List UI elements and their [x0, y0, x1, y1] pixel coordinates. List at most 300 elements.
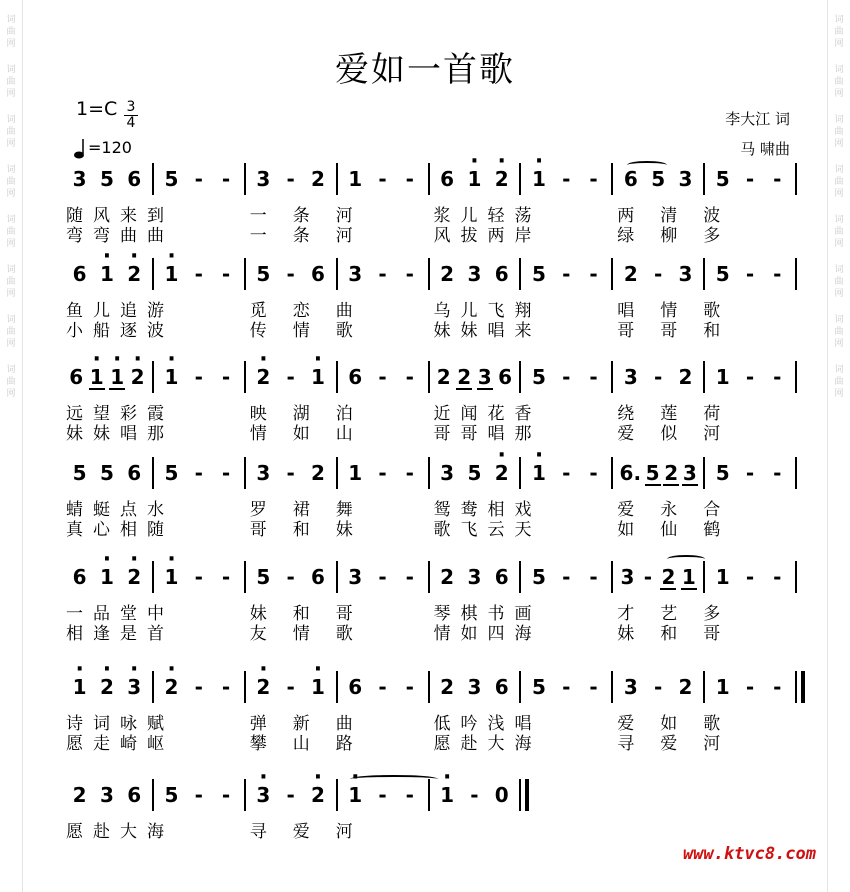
- lyric-phrase: 寻爱河: [249, 822, 379, 842]
- measure: [250, 361, 332, 393]
- note: -: [589, 565, 598, 589]
- note: · 1: [165, 561, 179, 593]
- side-watermark-char: 网: [6, 339, 16, 349]
- note: -: [378, 365, 387, 389]
- side-watermark-char: 曲: [6, 177, 16, 187]
- barline: [336, 779, 338, 811]
- lyric-phrase: 歌飞云天: [433, 520, 542, 540]
- measure: [158, 779, 240, 811]
- lyric-phrase: 愿赴大海: [433, 734, 542, 754]
- note: -: [405, 167, 414, 191]
- barline: [519, 163, 521, 195]
- barline: [703, 258, 705, 290]
- barline: [703, 671, 705, 703]
- note: 5: [164, 783, 179, 807]
- barline: [519, 457, 521, 489]
- note: -: [405, 675, 414, 699]
- composer-credit: 马 啸曲: [740, 140, 790, 158]
- note: 3: [440, 461, 455, 485]
- lyric-phrase: 弯弯曲曲: [66, 226, 174, 246]
- score-row: [62, 258, 802, 290]
- measure: [250, 779, 332, 811]
- note: 5: [99, 461, 114, 485]
- note: -: [286, 783, 295, 807]
- note: -: [773, 461, 782, 485]
- side-watermark-char: 词: [834, 65, 844, 75]
- side-watermark-char: 词: [6, 265, 16, 275]
- side-watermark-right: [827, 0, 850, 892]
- note: -: [589, 675, 598, 699]
- lyric-phrase: 小船逐波: [66, 321, 174, 341]
- barline: [795, 163, 797, 195]
- lyric-phrase: 如仙鹤: [617, 520, 747, 540]
- note: 3: [348, 565, 363, 589]
- note: -: [589, 365, 598, 389]
- note: 5: [715, 461, 730, 485]
- note: 6: [494, 565, 509, 589]
- note: · 1: [440, 779, 454, 811]
- side-watermark-char: 词: [834, 215, 844, 225]
- lyric-phrase: 情如四海: [433, 624, 542, 644]
- measure: [617, 361, 699, 393]
- lyric-phrase: 弹新曲: [249, 714, 379, 734]
- note: 5: [715, 262, 730, 286]
- lyric-phrase: 情如山: [249, 424, 379, 444]
- note: -: [286, 675, 295, 699]
- song-title: 爱如一首歌: [335, 50, 515, 90]
- note: 2: [72, 783, 87, 807]
- side-watermark-char: 网: [834, 189, 844, 199]
- note: 5: [715, 167, 730, 191]
- note: -: [378, 461, 387, 485]
- barline: [428, 779, 430, 811]
- note: -: [654, 675, 663, 699]
- note: 2: [678, 675, 693, 699]
- side-watermark-char: 词: [834, 15, 844, 25]
- barline: [152, 361, 154, 393]
- note: 2: [436, 365, 451, 389]
- measure: [525, 457, 607, 489]
- lyric-phrase: 爱似河: [617, 424, 747, 444]
- note: 0: [494, 783, 509, 807]
- measure: [250, 163, 332, 195]
- lyric-phrase: 低吟浅唱: [433, 714, 542, 734]
- note: · 1: [311, 671, 325, 703]
- note: -: [562, 365, 571, 389]
- note: 6: [494, 262, 509, 286]
- measure: [709, 561, 791, 593]
- note: · 1: [100, 561, 114, 593]
- side-watermark-char: 曲: [834, 127, 844, 137]
- measure: [250, 457, 332, 489]
- note: 1: [715, 565, 730, 589]
- barline: [336, 163, 338, 195]
- barline: [152, 163, 154, 195]
- note: -: [654, 262, 663, 286]
- barline: [244, 779, 246, 811]
- note: · 1: [73, 671, 87, 703]
- side-watermark-char: 网: [834, 289, 844, 299]
- measure: [434, 779, 516, 811]
- note: 3: [99, 783, 114, 807]
- barline: [428, 561, 430, 593]
- side-watermark-char: 曲: [834, 27, 844, 37]
- barline: [244, 457, 246, 489]
- lyric-phrase: 攀山路: [249, 734, 379, 754]
- note: 1: [348, 167, 363, 191]
- side-watermark-char: 网: [6, 189, 16, 199]
- time-signature: [124, 100, 138, 131]
- note: -: [745, 365, 755, 389]
- note: 2: [623, 262, 638, 286]
- tempo-marking: =120: [88, 138, 132, 157]
- note: 3: [478, 361, 492, 393]
- lyric-phrase: 映湖泊: [249, 404, 379, 424]
- barline: [428, 361, 430, 393]
- measure: [525, 561, 607, 593]
- lyric-phrase: 哥和妹: [249, 520, 379, 540]
- note: · 3: [127, 671, 141, 703]
- note: 3: [467, 262, 482, 286]
- time-sig-bottom: 4: [126, 115, 136, 131]
- barline: [428, 258, 430, 290]
- slur-mark: [627, 161, 667, 169]
- barline: [703, 561, 705, 593]
- side-watermark-char: 曲: [6, 377, 16, 387]
- note: -: [194, 167, 203, 191]
- measure: [342, 258, 424, 290]
- lyric-phrase: 乌儿飞翔: [433, 301, 542, 321]
- note: -: [654, 365, 663, 389]
- note: -: [745, 461, 755, 485]
- measure: [66, 779, 148, 811]
- lyric-phrase: 绿柳多: [617, 226, 747, 246]
- note: 6: [69, 365, 84, 389]
- side-watermark-char: 曲: [6, 27, 16, 37]
- note: -: [405, 262, 414, 286]
- note: -: [745, 565, 755, 589]
- note: 6: [127, 167, 142, 191]
- barline: [795, 457, 797, 489]
- note: -: [286, 262, 295, 286]
- measure: [709, 457, 791, 489]
- side-watermark-left: [0, 0, 23, 892]
- note: -: [221, 783, 231, 807]
- lyric-phrase: 琴棋书画: [433, 604, 542, 624]
- note: 6: [127, 461, 142, 485]
- measure: [525, 258, 607, 290]
- measure: [158, 561, 240, 593]
- note: 6: [498, 365, 513, 389]
- note: 3: [348, 262, 363, 286]
- note: 6: [494, 675, 509, 699]
- barline: [611, 457, 613, 489]
- lyric-phrase: 两清波: [617, 206, 747, 226]
- note: · 1: [110, 361, 124, 393]
- side-watermark-char: 词: [834, 165, 844, 175]
- lyric-phrase: 愿走崎岖: [66, 734, 174, 754]
- measure: [66, 561, 148, 593]
- lyricist-credit: 李大江 词: [725, 110, 790, 128]
- measure: [434, 258, 516, 290]
- lyric-phrase: 才艺多: [617, 604, 747, 624]
- score-row: [62, 779, 802, 811]
- lyric-phrase: 妹和哥: [249, 604, 379, 624]
- note: 2: [664, 457, 678, 489]
- note: -: [773, 365, 782, 389]
- note: 6: [127, 783, 142, 807]
- side-watermark-char: 网: [6, 139, 16, 149]
- note: -: [773, 167, 782, 191]
- note: -: [589, 167, 598, 191]
- measure: [434, 671, 516, 703]
- note: 3: [467, 565, 482, 589]
- side-watermark-char: 网: [6, 39, 16, 49]
- note: -: [221, 167, 231, 191]
- note: · 2: [165, 671, 179, 703]
- measure: [250, 258, 332, 290]
- measure: [158, 457, 240, 489]
- note: · 2: [131, 361, 145, 393]
- barline: [428, 163, 430, 195]
- barline: [152, 457, 154, 489]
- side-watermark-char: 词: [6, 215, 16, 225]
- side-watermark-char: 词: [6, 65, 16, 75]
- note: 1: [348, 461, 363, 485]
- note: -: [194, 783, 203, 807]
- lyric-phrase: 唱情歌: [617, 301, 747, 321]
- note: 3: [256, 461, 271, 485]
- lyric-phrase: 风拔两岸: [433, 226, 542, 246]
- side-watermark-char: 词: [6, 315, 16, 325]
- measure: [342, 671, 424, 703]
- barline: [795, 361, 797, 393]
- note: -: [194, 675, 203, 699]
- side-watermark-char: 曲: [6, 277, 16, 287]
- measure: [66, 671, 148, 703]
- note: 5: [532, 675, 546, 699]
- key-signature: 1=C: [76, 98, 118, 120]
- measure: [709, 163, 791, 195]
- barline: [611, 163, 613, 195]
- note: 2: [310, 167, 325, 191]
- score-row: [62, 457, 802, 489]
- score-row: [62, 163, 802, 195]
- note: -: [745, 262, 755, 286]
- note: -: [194, 565, 203, 589]
- note: -: [378, 783, 387, 807]
- note: 6: [348, 675, 363, 699]
- lyric-phrase: 浆儿轻荡: [433, 206, 542, 226]
- side-watermark-char: 网: [834, 239, 844, 249]
- score-row: [62, 671, 802, 703]
- lyric-phrase: 一条河: [249, 206, 379, 226]
- note: 6.: [619, 461, 642, 485]
- lyric-phrase: 诗词咏赋: [66, 714, 174, 734]
- note: -: [194, 262, 203, 286]
- barline: [795, 561, 797, 593]
- note: -: [405, 365, 414, 389]
- side-watermark-char: 曲: [834, 177, 844, 187]
- note: · 1: [532, 457, 546, 489]
- note: 2: [440, 262, 455, 286]
- note: -: [194, 365, 203, 389]
- side-watermark-char: 曲: [6, 127, 16, 137]
- measure: [250, 671, 332, 703]
- measure: [158, 163, 240, 195]
- note: · 1: [348, 779, 362, 811]
- note: -: [221, 461, 231, 485]
- note: · 1: [90, 361, 104, 393]
- measure: [66, 258, 148, 290]
- measure: [709, 671, 791, 703]
- measure: [617, 457, 699, 489]
- note: · 2: [256, 671, 270, 703]
- barline: [336, 258, 338, 290]
- barline: [244, 671, 246, 703]
- side-watermark-char: 曲: [834, 227, 844, 237]
- lyric-phrase: 爱如歌: [617, 714, 747, 734]
- side-watermark-char: 曲: [6, 227, 16, 237]
- barline: [428, 671, 430, 703]
- barline: [152, 779, 154, 811]
- side-watermark-char: 网: [6, 89, 16, 99]
- note: -: [773, 262, 782, 286]
- note: 2: [678, 365, 693, 389]
- measure: [434, 457, 516, 489]
- note: 3: [256, 167, 271, 191]
- barline: [152, 561, 154, 593]
- lyric-phrase: 绕莲荷: [617, 404, 747, 424]
- note: 5: [646, 457, 660, 489]
- note: 3: [683, 457, 697, 489]
- note: -: [378, 565, 387, 589]
- measure: [434, 361, 516, 393]
- barline: [152, 671, 154, 703]
- side-watermark-char: 曲: [834, 77, 844, 87]
- barline: [244, 361, 246, 393]
- barline: [519, 671, 521, 703]
- note: · 2: [127, 258, 141, 290]
- lyric-phrase: 一品堂中: [66, 604, 174, 624]
- barline: [703, 361, 705, 393]
- note: 2: [440, 675, 455, 699]
- lyric-phrase: 觅恋曲: [249, 301, 379, 321]
- note: -: [562, 675, 571, 699]
- note: -: [405, 461, 414, 485]
- barline: [336, 671, 338, 703]
- side-watermark-char: 词: [834, 265, 844, 275]
- note: -: [378, 675, 387, 699]
- side-watermark-char: 词: [834, 115, 844, 125]
- note: 3: [72, 167, 87, 191]
- measure: [525, 163, 607, 195]
- measure: [709, 361, 791, 393]
- side-watermark-char: 曲: [6, 327, 16, 337]
- barline: [519, 361, 521, 393]
- side-watermark-char: 网: [834, 139, 844, 149]
- lyric-phrase: 鸳鸯相戏: [433, 500, 542, 520]
- note: -: [643, 565, 653, 589]
- lyric-phrase: 鱼儿追游: [66, 301, 174, 321]
- measure: [434, 163, 516, 195]
- side-watermark-char: 词: [6, 15, 16, 25]
- lyric-phrase: 妹和哥: [617, 624, 747, 644]
- measure: [342, 163, 424, 195]
- note: 3: [620, 565, 635, 589]
- note: · 2: [256, 361, 270, 393]
- barline: [336, 361, 338, 393]
- side-watermark-char: 网: [834, 39, 844, 49]
- side-watermark-char: 词: [6, 365, 16, 375]
- note: · 2: [100, 671, 114, 703]
- barline: [703, 457, 705, 489]
- measure: [617, 671, 699, 703]
- lyric-phrase: 妹妹唱那: [66, 424, 174, 444]
- measure: [617, 258, 699, 290]
- note: · 2: [495, 457, 509, 489]
- barline: [795, 671, 797, 703]
- note: -: [745, 167, 755, 191]
- side-watermark-char: 词: [834, 315, 844, 325]
- slur-mark: [667, 555, 705, 563]
- note: -: [405, 783, 414, 807]
- note: · 1: [467, 163, 481, 195]
- note: · 3: [256, 779, 270, 811]
- note: 3: [678, 262, 693, 286]
- note: 5: [72, 461, 87, 485]
- note: · 1: [311, 361, 325, 393]
- lyric-phrase: 愿赴大海: [66, 822, 174, 842]
- score-row: [62, 361, 802, 393]
- note: · 1: [100, 258, 114, 290]
- note: 5: [651, 167, 666, 191]
- note: -: [378, 262, 387, 286]
- note: 6: [440, 167, 455, 191]
- side-watermark-char: 曲: [834, 377, 844, 387]
- note: 5: [532, 565, 546, 589]
- measure: [342, 779, 424, 811]
- note: -: [470, 783, 479, 807]
- measure: [66, 361, 148, 393]
- note: 3: [467, 675, 482, 699]
- measure: [66, 163, 148, 195]
- side-watermark-char: 网: [6, 289, 16, 299]
- measure: [158, 671, 240, 703]
- note: 5: [256, 565, 271, 589]
- note: 6: [310, 565, 325, 589]
- lyric-phrase: 友情歌: [249, 624, 379, 644]
- note: 2: [440, 565, 455, 589]
- note: -: [221, 565, 231, 589]
- note: -: [405, 565, 414, 589]
- lyric-phrase: 蜻蜓点水: [66, 500, 174, 520]
- lyric-phrase: 寻爱河: [617, 734, 747, 754]
- side-watermark-char: 曲: [834, 327, 844, 337]
- note: 6: [72, 262, 87, 286]
- side-watermark-char: 网: [834, 339, 844, 349]
- note: 5: [164, 167, 179, 191]
- side-watermark-char: 词: [834, 365, 844, 375]
- note: · 1: [165, 258, 179, 290]
- score-row: [62, 561, 802, 593]
- measure: [342, 561, 424, 593]
- note: 5: [467, 461, 482, 485]
- time-sig-top: 3: [124, 100, 138, 116]
- measure: [66, 457, 148, 489]
- note: 2: [310, 461, 325, 485]
- note: -: [221, 675, 231, 699]
